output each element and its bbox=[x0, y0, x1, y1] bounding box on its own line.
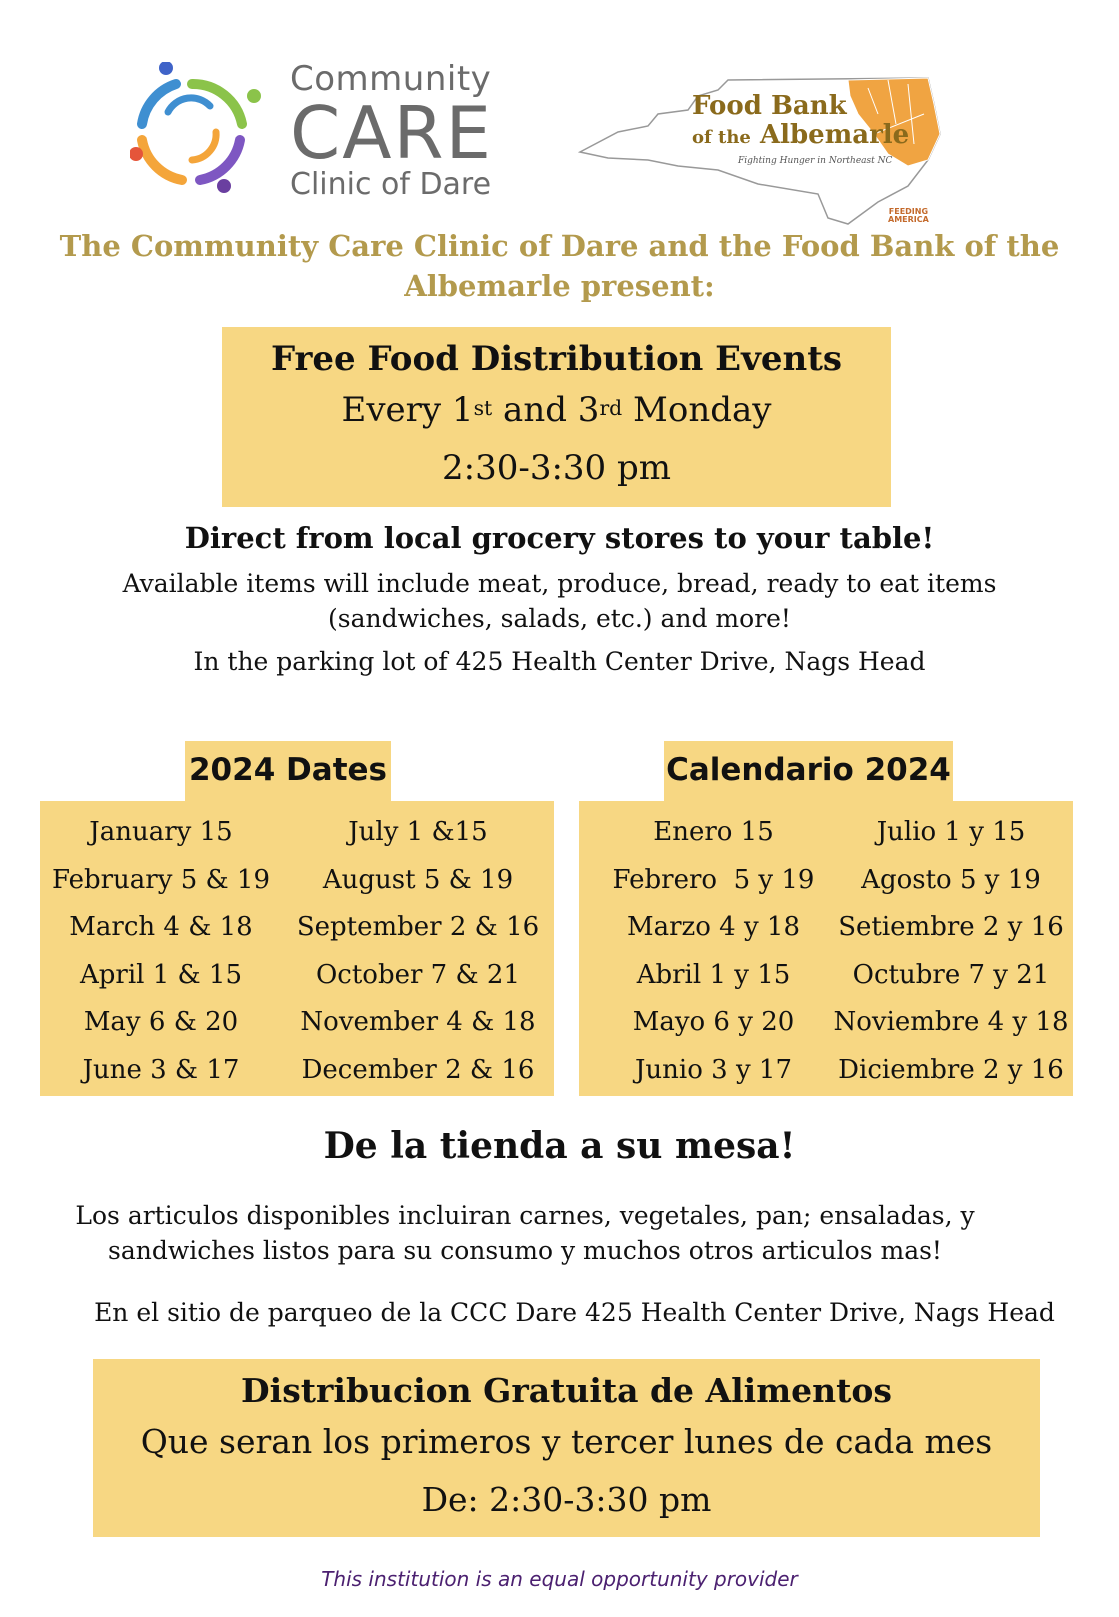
ccc-logo-icon bbox=[130, 62, 261, 193]
event-time: 2:30-3:30 pm bbox=[441, 448, 671, 488]
dates-es-column-1 bbox=[579, 809, 848, 1094]
date-item: Noviembre 4 y 18 bbox=[833, 1007, 1069, 1037]
date-item: July 1 &15 bbox=[348, 817, 488, 847]
spanish-event-time: De: 2:30-3:30 pm bbox=[421, 1480, 712, 1519]
date-item: February 5 & 19 bbox=[51, 864, 270, 895]
food-bank-logo-text bbox=[692, 92, 909, 153]
food-bank-logo-line1: Food Bank bbox=[692, 91, 847, 121]
date-item: Mayo 6 y 20 bbox=[632, 1007, 795, 1037]
date-item: Octubre 7 y 21 bbox=[852, 959, 1050, 990]
english-items-text: Available items will include meat, produce, bread, ready to eat items (sandwiches, salads, etc.) and more! bbox=[122, 569, 997, 633]
date-item: Setiembre 2 y 16 bbox=[838, 912, 1064, 942]
spanish-items-text: Los articulos disponibles incluiran carnes, vegetales, pan; ensaladas, y sandwiches listos para su consumo y muchos otros articulos mas! bbox=[75, 1201, 975, 1265]
event-title: Free Food Distribution Events bbox=[270, 339, 843, 379]
spanish-location: En el sitio de parqueo de la CCC Dare 425 Health Center Drive, Nags Head bbox=[94, 1298, 1055, 1327]
date-item: Enero 15 bbox=[653, 817, 774, 847]
spanish-headline: De la tienda a su mesa! bbox=[323, 1125, 796, 1167]
dates-en-column-1 bbox=[40, 809, 282, 1094]
english-location: In the parking lot of 425 Health Center Drive, Nags Head bbox=[193, 647, 926, 676]
spanish-event-box bbox=[93, 1359, 1040, 1537]
date-item: Agosto 5 y 19 bbox=[861, 864, 1041, 895]
intro-text bbox=[0, 226, 1119, 306]
event-schedule: Every 1st and 3rd Monday bbox=[341, 390, 772, 430]
date-item: October 7 & 21 bbox=[315, 959, 520, 990]
date-item: Abril 1 y 15 bbox=[636, 959, 791, 990]
date-item: November 4 & 18 bbox=[300, 1007, 536, 1037]
date-item: January 15 bbox=[89, 817, 233, 847]
feeding-america-logo: FEEDING AMERICA bbox=[888, 207, 929, 224]
ccc-logo-line1: Community bbox=[290, 59, 492, 99]
dates-calendar-english bbox=[40, 801, 554, 1096]
dates-tab-spanish: Calendario 2024 bbox=[664, 741, 953, 801]
date-item: Junio 3 y 17 bbox=[635, 1054, 792, 1085]
equal-opportunity-statement: This institution is an equal opportunity provider bbox=[321, 1567, 798, 1591]
food-bank-tagline: Fighting Hunger in Northeast NC bbox=[738, 156, 893, 166]
ccc-logo-wordmark bbox=[290, 60, 493, 202]
dates-tab-english: 2024 Dates bbox=[185, 741, 391, 801]
date-item: Diciembre 2 y 16 bbox=[838, 1054, 1064, 1085]
dates-es-column-2 bbox=[829, 809, 1073, 1094]
food-bank-logo-prefix: of the bbox=[692, 127, 751, 148]
date-item: Marzo 4 y 18 bbox=[626, 912, 800, 942]
date-item: Julio 1 y 15 bbox=[876, 817, 1026, 847]
date-item: April 1 & 15 bbox=[79, 959, 243, 990]
english-headline: Direct from local grocery stores to your table! bbox=[184, 521, 935, 555]
date-item: March 4 & 18 bbox=[69, 912, 253, 942]
intro-line1: The Community Care Clinic of Dare and the Food Bank of the bbox=[59, 229, 1060, 263]
intro-line2: Albemarle present: bbox=[404, 269, 715, 303]
date-item: Febrero 5 y 19 bbox=[612, 864, 815, 895]
date-item: May 6 & 20 bbox=[83, 1007, 239, 1037]
ccc-logo-line3: Clinic of Dare bbox=[290, 167, 492, 202]
date-item: September 2 & 16 bbox=[296, 912, 540, 942]
date-item: August 5 & 19 bbox=[322, 864, 514, 895]
date-item: December 2 & 16 bbox=[301, 1054, 535, 1085]
spanish-event-schedule: Que seran los primeros y tercer lunes de cada mes bbox=[140, 1422, 993, 1461]
ccc-logo-line2: CARE bbox=[290, 91, 494, 175]
dates-calendar-spanish bbox=[579, 801, 1073, 1096]
english-event-box bbox=[222, 327, 891, 507]
date-item: June 3 & 17 bbox=[82, 1054, 240, 1085]
food-bank-logo-main: Albemarle bbox=[759, 120, 910, 150]
spanish-event-title: Distribucion Gratuita de Alimentos bbox=[241, 1371, 892, 1410]
dates-en-column-2 bbox=[282, 809, 554, 1094]
